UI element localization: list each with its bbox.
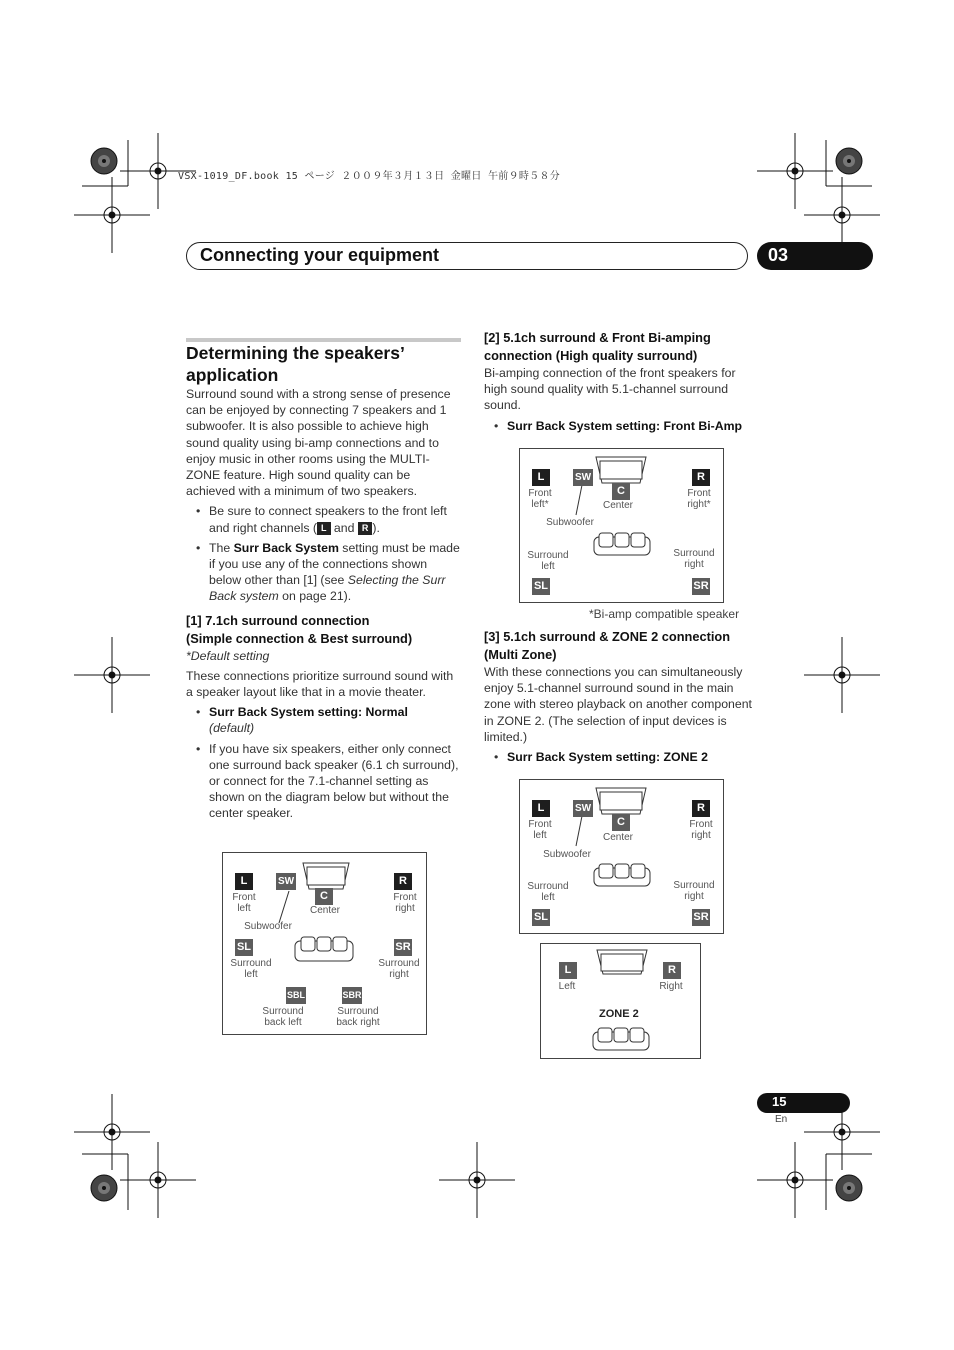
speaker-center: C [612, 483, 630, 500]
label-front-right: Front right [689, 819, 713, 841]
speaker-zone2-right: R [663, 962, 681, 979]
speaker-surround-right: SR [394, 939, 412, 956]
speaker-surround-left: SL [532, 909, 550, 926]
header-title: Connecting your equipment [200, 245, 440, 265]
right-column-s2 [484, 329, 760, 434]
speaker-center: C [612, 814, 630, 831]
label-center: Center [602, 500, 633, 511]
speaker-surround-left: SL [532, 578, 550, 595]
speaker-front-left: L [235, 873, 253, 890]
s1-setting: • Surr Back System setting: Normal (default) [186, 704, 462, 736]
diagram-zone2-room [540, 943, 701, 1059]
label-front-left: Front left [528, 819, 552, 841]
label-surround-left: Surround left [230, 958, 272, 980]
label-subwoofer: Subwoofer [543, 849, 591, 860]
speaker-surround-left: SL [235, 939, 253, 956]
bullet-front-channels: • Be sure to connect speakers to the front left and right channels ( L and R ). [186, 503, 462, 535]
page-number: 15 [772, 1094, 787, 1109]
s3-setting: • Surr Back System setting: ZONE 2 [484, 749, 762, 765]
label-surround-left: Surround left [527, 550, 569, 572]
speaker-surround-right: SR [692, 909, 710, 926]
diagram-zone2-main [519, 779, 724, 934]
speaker-surround-back-left: SBL [286, 987, 306, 1004]
section-title: Determining the speakers’ application [186, 343, 405, 385]
intro-paragraph: Surround sound with a strong sense of presence can be enjoyed by connecting 7 speakers and 1 subwoofer. It is also possible to achieve high sound quality using bi-amp connections and to enjoy music in other rooms using the MULTI-ZONE feature. High sound quality can be achieved with a minimum of two speakers. [186, 387, 451, 499]
s1-default-note: *Default setting [186, 648, 270, 663]
s3-body: With these connections you can simultaneously enjoy 5.1-channel surround sound in the main zone with stereo playback on another component in ZONE 2. (The selection of input devices is limited.) [484, 665, 752, 744]
label-zone2-right: Right [659, 981, 683, 992]
right-column-s3 [484, 628, 762, 765]
right-speaker-badge: R [358, 522, 373, 535]
label-front-right: Front right* [687, 488, 711, 510]
label-surround-right: Surround right [673, 548, 715, 570]
chapter-number: 03 [768, 245, 789, 265]
tv-screen [596, 457, 646, 483]
speaker-center: C [315, 888, 333, 905]
speaker-front-right: R [692, 469, 710, 486]
speaker-surround-right: SR [692, 578, 710, 595]
page-tab [757, 1093, 850, 1113]
diagram-7-1ch [222, 852, 427, 1035]
sofa [295, 937, 353, 961]
speaker-front-right: R [692, 800, 710, 817]
tv-screen [303, 863, 349, 889]
label-center: Center [602, 832, 633, 843]
label-surround-right: Surround right [378, 958, 420, 980]
speaker-front-right: R [394, 873, 412, 890]
s1-body: These connections prioritize surround sound with a speaker layout like that in a movie theater. [186, 668, 454, 700]
s1-bullet: • If you have six speakers, either only connect one surround back speaker (6.1 ch surround), or connect for the 7.1-channel setting as shown on the diagram below but without the center speaker. [186, 741, 462, 822]
bi-amp-footnote: *Bi-amp compatible speaker [589, 607, 740, 621]
label-subwoofer: Subwoofer [546, 517, 594, 528]
speaker-subwoofer: SW [573, 800, 593, 817]
speaker-surround-back-right: SBR [342, 987, 362, 1004]
label-subwoofer: Subwoofer [244, 921, 292, 932]
tv-screen [596, 788, 646, 814]
label-surround-back-right: Surround back right [336, 1006, 380, 1028]
label-front-left: Front left [232, 892, 256, 914]
sofa [594, 864, 650, 886]
diagram-bi-amp [519, 448, 724, 603]
label-front-right: Front right [393, 892, 417, 914]
left-speaker-badge: L [317, 522, 331, 535]
tv-screen [597, 950, 647, 974]
sofa [594, 533, 650, 555]
speaker-zone2-left: L [559, 962, 577, 979]
label-center: Center [309, 905, 340, 916]
speaker-subwoofer: SW [573, 469, 593, 486]
label-surround-back-left: Surround back left [262, 1006, 304, 1028]
label-surround-right: Surround right [673, 880, 715, 902]
left-column [186, 342, 462, 822]
s3-title: [3] 5.1ch surround & ZONE 2 connection (Multi Zone) [484, 629, 731, 662]
s1-title: [1] 7.1ch surround connection (Simple connection & Best surround) [186, 612, 413, 646]
s2-title: [2] 5.1ch surround & Front Bi-amping connection (High quality surround) [484, 330, 711, 363]
label-front-left: Front left* [528, 488, 552, 510]
print-info-line: VSX-1019_DF.book 15 ページ ２００９年３月１３日 金曜日 午前９時５８分 [178, 171, 561, 182]
sofa [593, 1028, 649, 1050]
language-code: En [775, 1114, 788, 1125]
speaker-front-left: L [532, 469, 550, 486]
speaker-front-left: L [532, 800, 550, 817]
s2-setting: • Surr Back System setting: Front Bi-Amp [484, 418, 760, 434]
label-zone2-left: Left [558, 981, 576, 992]
bullet-surr-back: • The Surr Back System setting must be made if you use any of the connections shown below other than [1] (see Selecting the Surr Back system on page 21). [186, 540, 462, 605]
label-surround-left: Surround left [527, 881, 569, 903]
zone2-label: ZONE 2 [599, 1008, 639, 1020]
speaker-subwoofer: SW [276, 873, 296, 890]
s2-body: Bi-amping connection of the front speakers for high sound quality with 5.1-channel surround sound. [484, 366, 736, 413]
